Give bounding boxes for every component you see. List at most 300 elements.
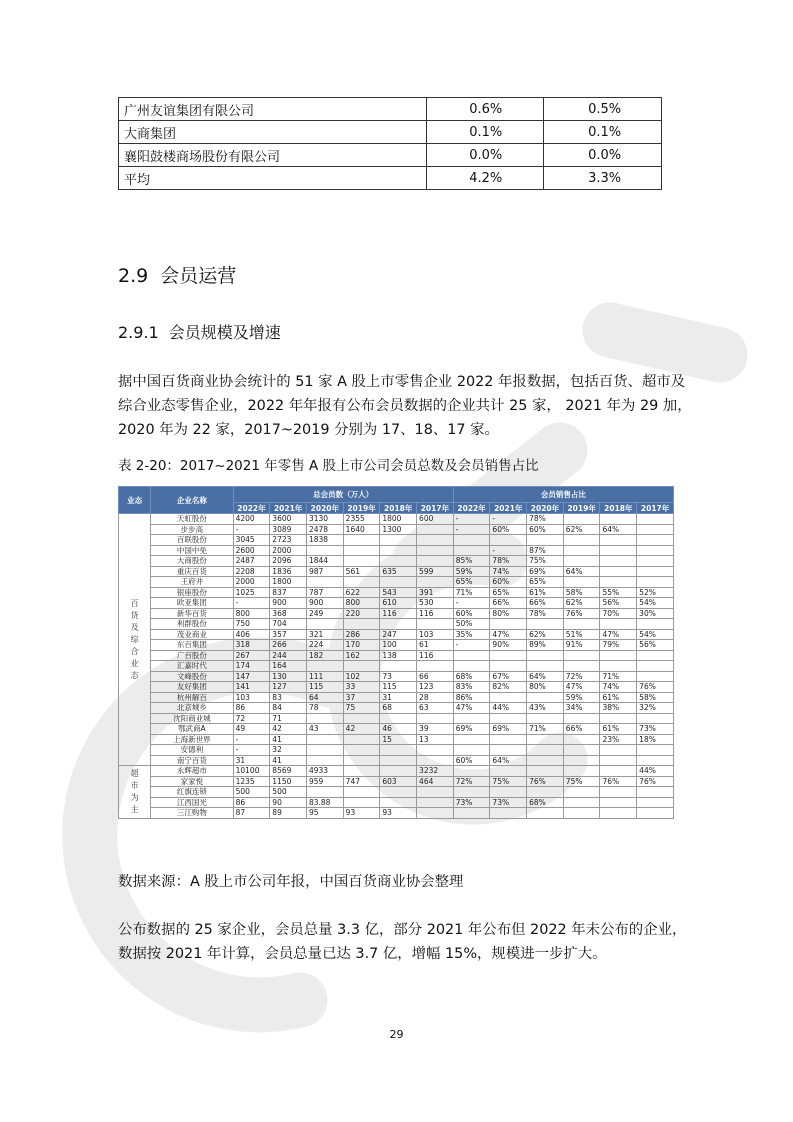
data-source-note: 数据来源：A 股上市公司年报，中国百货商业协会整理 xyxy=(118,874,464,890)
sales-share-cell xyxy=(453,661,490,672)
table-row xyxy=(119,724,674,735)
member-total-cell: 837 xyxy=(270,587,307,598)
member-total-cell: 8569 xyxy=(270,766,307,777)
sales-share-cell xyxy=(527,713,564,724)
member-total-cell xyxy=(417,661,454,672)
sales-share-cell: 61% xyxy=(527,587,564,598)
member-total-cell xyxy=(343,661,380,672)
member-total-cell: 249 xyxy=(306,608,343,619)
sales-share-cell: 58% xyxy=(637,692,674,703)
member-total-cell: 103 xyxy=(417,629,454,640)
sales-share-cell: 72% xyxy=(563,671,600,682)
member-total-cell: 37 xyxy=(343,692,380,703)
member-total-cell: 3130 xyxy=(306,514,343,525)
value-cell: 3.3% xyxy=(544,167,662,190)
sales-share-cell xyxy=(637,514,674,525)
member-total-cell: 464 xyxy=(417,776,454,787)
sales-share-cell xyxy=(563,808,600,819)
member-total-cell: 46 xyxy=(380,724,417,735)
member-total-cell: 123 xyxy=(417,682,454,693)
sales-share-cell: 54% xyxy=(637,598,674,609)
sales-share-cell xyxy=(563,755,600,766)
sales-share-cell xyxy=(637,661,674,672)
company-name-cell: 襄阳鼓楼商场股份有限公司 xyxy=(119,144,427,167)
sales-share-cell: 23% xyxy=(600,734,637,745)
member-total-cell: 247 xyxy=(380,629,417,640)
member-total-cell: 2000 xyxy=(270,545,307,556)
sales-share-cell: 90% xyxy=(490,640,527,651)
sales-share-cell xyxy=(600,566,637,577)
company-name-cell: 三江购物 xyxy=(151,808,233,819)
sales-share-cell: - xyxy=(453,598,490,609)
member-total-cell: 4200 xyxy=(233,514,270,525)
member-total-cell: 93 xyxy=(343,808,380,819)
table-row xyxy=(119,640,674,651)
sales-share-cell: 64% xyxy=(527,671,564,682)
sales-share-cell xyxy=(600,745,637,756)
table-row xyxy=(119,619,674,630)
member-total-cell xyxy=(343,787,380,798)
sales-share-cell xyxy=(637,671,674,682)
sales-share-cell xyxy=(563,713,600,724)
table-row xyxy=(119,808,674,819)
member-total-cell: 141 xyxy=(233,682,270,693)
member-total-cell: 1836 xyxy=(270,566,307,577)
sales-share-cell: - xyxy=(490,545,527,556)
value-cell: 0.1% xyxy=(427,121,544,144)
member-total-cell: 286 xyxy=(343,629,380,640)
sales-share-cell: 69% xyxy=(527,566,564,577)
member-total-cell xyxy=(417,745,454,756)
sales-share-cell xyxy=(563,787,600,798)
year-header: 2020年 xyxy=(527,503,564,514)
table-row xyxy=(119,598,674,609)
sales-share-cell xyxy=(490,808,527,819)
table-row xyxy=(119,703,674,714)
sales-share-cell: 76% xyxy=(637,682,674,693)
table-row xyxy=(119,545,674,556)
member-total-cell xyxy=(306,619,343,630)
member-total-cell: 41 xyxy=(270,734,307,745)
company-name-cell: 天虹股份 xyxy=(151,514,233,525)
member-total-cell: 500 xyxy=(270,787,307,798)
sales-share-cell xyxy=(453,535,490,546)
sales-share-cell xyxy=(563,619,600,630)
sales-share-cell: 86% xyxy=(453,692,490,703)
member-total-cell: 3089 xyxy=(270,524,307,535)
company-name-cell: 上海新世界 xyxy=(151,734,233,745)
sales-share-cell xyxy=(563,545,600,556)
member-total-cell: 1235 xyxy=(233,776,270,787)
company-name-cell: 北京城乡 xyxy=(151,703,233,714)
sales-share-cell xyxy=(527,650,564,661)
sales-share-cell: 44% xyxy=(490,703,527,714)
sales-share-cell: 66% xyxy=(563,724,600,735)
sales-share-cell: 87% xyxy=(527,545,564,556)
sales-share-cell: 56% xyxy=(600,598,637,609)
member-total-cell: 1800 xyxy=(380,514,417,525)
sales-share-cell: 89% xyxy=(527,640,564,651)
sales-share-cell xyxy=(637,556,674,567)
year-header: 2019年 xyxy=(563,503,600,514)
member-total-cell: 103 xyxy=(233,692,270,703)
member-total-cell xyxy=(380,766,417,777)
sales-share-cell: 47% xyxy=(490,629,527,640)
company-name-cell: 友好集团 xyxy=(151,682,233,693)
company-name-cell: 鄂武商A xyxy=(151,724,233,735)
company-name-cell: 王府井 xyxy=(151,577,233,588)
sales-share-cell: 83% xyxy=(453,682,490,693)
sales-share-cell: 69% xyxy=(490,724,527,735)
member-total-cell: 102 xyxy=(343,671,380,682)
sales-share-cell xyxy=(453,745,490,756)
sales-share-cell xyxy=(563,797,600,808)
sales-share-cell xyxy=(527,745,564,756)
member-total-cell: 244 xyxy=(270,650,307,661)
member-total-cell xyxy=(343,713,380,724)
member-total-cell: 31 xyxy=(233,755,270,766)
sales-share-cell: - xyxy=(453,524,490,535)
year-header: 2020年 xyxy=(306,503,343,514)
company-name-cell: 新华百货 xyxy=(151,608,233,619)
member-total-cell xyxy=(380,661,417,672)
member-total-cell: 49 xyxy=(233,724,270,735)
member-total-cell: 2487 xyxy=(233,556,270,567)
member-total-cell xyxy=(417,808,454,819)
value-cell: 0.1% xyxy=(544,121,662,144)
sales-share-cell xyxy=(637,808,674,819)
sales-share-cell xyxy=(527,755,564,766)
sales-share-cell: 76% xyxy=(563,608,600,619)
member-total-cell: 543 xyxy=(380,587,417,598)
sales-share-cell: 80% xyxy=(527,682,564,693)
sales-share-cell: 38% xyxy=(600,703,637,714)
sales-share-cell xyxy=(637,713,674,724)
sales-share-cell: 73% xyxy=(453,797,490,808)
sales-share-cell xyxy=(453,713,490,724)
sales-share-cell: 82% xyxy=(490,682,527,693)
member-total-cell xyxy=(380,619,417,630)
member-total-cell: 78 xyxy=(306,703,343,714)
table-row xyxy=(119,713,674,724)
member-total-cell: 561 xyxy=(343,566,380,577)
table-row xyxy=(119,766,674,777)
table-row xyxy=(119,661,674,672)
sales-share-cell: - xyxy=(453,640,490,651)
sales-share-cell xyxy=(637,650,674,661)
sales-share-cell xyxy=(637,577,674,588)
sales-share-cell xyxy=(563,514,600,525)
member-total-cell: 116 xyxy=(417,650,454,661)
sales-share-cell: 43% xyxy=(527,703,564,714)
sales-share-cell: 78% xyxy=(527,514,564,525)
sales-share-cell: 35% xyxy=(453,629,490,640)
sales-share-cell xyxy=(600,766,637,777)
table-row xyxy=(119,745,674,756)
sales-share-cell xyxy=(453,766,490,777)
member-total-cell xyxy=(417,535,454,546)
member-total-cell: 147 xyxy=(233,671,270,682)
member-total-cell xyxy=(343,619,380,630)
member-total-cell xyxy=(306,787,343,798)
table-row xyxy=(119,167,662,190)
member-total-cell: 1844 xyxy=(306,556,343,567)
member-total-cell: 86 xyxy=(233,703,270,714)
table-row xyxy=(119,144,662,167)
member-total-cell: 747 xyxy=(343,776,380,787)
member-total-cell xyxy=(380,787,417,798)
sales-share-cell: 73% xyxy=(637,724,674,735)
sales-share-cell xyxy=(490,766,527,777)
table-row xyxy=(119,535,674,546)
member-total-cell: 115 xyxy=(380,682,417,693)
company-name-cell: 广百股份 xyxy=(151,650,233,661)
member-total-cell xyxy=(343,577,380,588)
sales-share-cell xyxy=(637,797,674,808)
sales-share-cell: 62% xyxy=(563,524,600,535)
year-header: 2021年 xyxy=(270,503,307,514)
sales-share-cell: 61% xyxy=(600,724,637,735)
sales-share-cell xyxy=(527,808,564,819)
member-total-cell xyxy=(417,524,454,535)
member-total-cell xyxy=(343,755,380,766)
sales-share-cell: 62% xyxy=(527,629,564,640)
sales-share-cell xyxy=(527,766,564,777)
sales-share-cell xyxy=(600,808,637,819)
member-total-cell: 43 xyxy=(306,724,343,735)
sales-share-cell: 60% xyxy=(490,577,527,588)
table-row xyxy=(119,650,674,661)
sales-share-cell: 66% xyxy=(490,598,527,609)
sales-share-cell xyxy=(490,535,527,546)
member-total-cell xyxy=(343,734,380,745)
member-total-cell: 900 xyxy=(270,598,307,609)
member-total-cell: 130 xyxy=(270,671,307,682)
member-total-cell xyxy=(343,556,380,567)
sales-share-cell xyxy=(600,713,637,724)
section-number: 2.9 xyxy=(118,265,149,287)
member-total-cell: 170 xyxy=(343,640,380,651)
table-row xyxy=(119,121,662,144)
sales-share-cell: 85% xyxy=(453,556,490,567)
sales-share-cell xyxy=(453,787,490,798)
member-total-cell: 704 xyxy=(270,619,307,630)
member-total-cell xyxy=(306,577,343,588)
sales-share-cell: 79% xyxy=(600,640,637,651)
member-total-cell: 71 xyxy=(270,713,307,724)
member-total-cell: 164 xyxy=(270,661,307,672)
sales-share-cell xyxy=(563,577,600,588)
member-total-cell: 116 xyxy=(380,608,417,619)
table-row xyxy=(119,682,674,693)
table-row xyxy=(119,797,674,808)
member-total-cell xyxy=(380,545,417,556)
subsection-heading xyxy=(118,320,281,343)
member-total-cell: 127 xyxy=(270,682,307,693)
sales-share-cell xyxy=(600,545,637,556)
member-total-cell: 959 xyxy=(306,776,343,787)
sales-share-cell xyxy=(490,734,527,745)
company-name-cell: 利群股份 xyxy=(151,619,233,630)
member-total-cell: 599 xyxy=(417,566,454,577)
member-total-cell: 83 xyxy=(270,692,307,703)
company-name-cell: 杭州解百 xyxy=(151,692,233,703)
member-total-cell: 138 xyxy=(380,650,417,661)
company-name-cell: 广州友谊集团有限公司 xyxy=(119,98,427,121)
table-caption: 表 2-20：2017~2021 年零售 A 股上市公司会员总数及会员销售占比 xyxy=(118,458,539,474)
table-row xyxy=(119,776,674,787)
member-total-cell xyxy=(417,619,454,630)
year-header: 2017年 xyxy=(637,503,674,514)
sales-share-cell xyxy=(490,692,527,703)
member-total-cell: 2355 xyxy=(343,514,380,525)
member-total-cell: 72 xyxy=(233,713,270,724)
member-total-cell: 1300 xyxy=(380,524,417,535)
page-number: 29 xyxy=(389,1028,404,1041)
sales-share-cell: 71% xyxy=(453,587,490,598)
sales-share-cell: 59% xyxy=(453,566,490,577)
member-total-cell xyxy=(343,545,380,556)
member-total-cell: 93 xyxy=(380,808,417,819)
value-cell: 0.0% xyxy=(427,144,544,167)
sales-share-cell xyxy=(490,650,527,661)
member-total-cell: 66 xyxy=(417,671,454,682)
sales-share-cell xyxy=(600,535,637,546)
sales-share-cell: 67% xyxy=(490,671,527,682)
member-total-cell: 90 xyxy=(270,797,307,808)
table-row xyxy=(119,629,674,640)
member-total-cell: 2723 xyxy=(270,535,307,546)
sales-share-cell xyxy=(453,808,490,819)
sales-share-cell xyxy=(600,787,637,798)
member-total-cell xyxy=(417,755,454,766)
member-total-cell xyxy=(306,713,343,724)
member-total-cell: 2208 xyxy=(233,566,270,577)
sales-share-cell xyxy=(637,755,674,766)
sales-share-cell: 44% xyxy=(637,766,674,777)
sales-share-cell: 64% xyxy=(563,566,600,577)
member-total-cell: 2600 xyxy=(233,545,270,556)
sales-share-cell xyxy=(563,650,600,661)
value-cell: 4.2% xyxy=(427,167,544,190)
sales-share-cell xyxy=(637,545,674,556)
member-total-cell: 800 xyxy=(343,598,380,609)
sales-share-cell: 54% xyxy=(637,629,674,640)
company-name-cell: 平均 xyxy=(119,167,427,190)
member-total-cell: 86 xyxy=(233,797,270,808)
sales-share-cell xyxy=(600,650,637,661)
member-total-cell: 61 xyxy=(417,640,454,651)
company-name-cell: 家家悦 xyxy=(151,776,233,787)
year-header: 2021年 xyxy=(490,503,527,514)
member-total-cell: 266 xyxy=(270,640,307,651)
intro-paragraph: 据中国百货商业协会统计的 51 家 A 股上市零售企业 2022 年报数据，包括百货、超市及综合业态零售企业，2022 年年报有公布会员数据的企业共计 25 家， 2021 年为 29 加，2020 年为 22 家，2017~2019 分别为 17、18、17 家。 xyxy=(118,374,692,438)
member-total-cell: 39 xyxy=(417,724,454,735)
member-total-cell xyxy=(380,577,417,588)
sales-share-cell: 65% xyxy=(453,577,490,588)
member-total-cell: 41 xyxy=(270,755,307,766)
member-total-cell: 111 xyxy=(306,671,343,682)
section-heading xyxy=(118,261,236,288)
member-total-cell: 174 xyxy=(233,661,270,672)
year-header: 2022年 xyxy=(453,503,490,514)
year-header: 2022年 xyxy=(233,503,270,514)
sales-share-cell: 61% xyxy=(600,692,637,703)
sales-share-cell: 70% xyxy=(600,608,637,619)
table-row xyxy=(119,608,674,619)
sales-share-cell xyxy=(600,577,637,588)
member-total-cell: - xyxy=(233,745,270,756)
company-name-cell: 欧亚集团 xyxy=(151,598,233,609)
member-total-cell: 42 xyxy=(343,724,380,735)
table-row xyxy=(119,671,674,682)
header-category: 业态 xyxy=(119,487,151,514)
member-total-cell xyxy=(417,556,454,567)
member-total-cell xyxy=(380,556,417,567)
sales-share-cell: 60% xyxy=(453,608,490,619)
member-total-cell xyxy=(306,734,343,745)
sales-share-cell xyxy=(490,619,527,630)
category-cell: 超市为主 xyxy=(119,766,151,819)
member-total-cell: 987 xyxy=(306,566,343,577)
sales-share-cell xyxy=(453,734,490,745)
member-total-cell: 3232 xyxy=(417,766,454,777)
sales-share-cell: 78% xyxy=(490,556,527,567)
member-total-cell: 787 xyxy=(306,587,343,598)
company-name-cell: 永辉超市 xyxy=(151,766,233,777)
sales-share-cell: 32% xyxy=(637,703,674,714)
year-header: 2018年 xyxy=(380,503,417,514)
company-name-cell: 大商集团 xyxy=(119,121,427,144)
table-row xyxy=(119,514,674,525)
table-row xyxy=(119,587,674,598)
member-total-cell xyxy=(380,535,417,546)
member-total-cell: 64 xyxy=(306,692,343,703)
sales-share-cell: 71% xyxy=(600,671,637,682)
sales-share-cell: 60% xyxy=(490,524,527,535)
table-row xyxy=(119,692,674,703)
sales-share-cell xyxy=(453,545,490,556)
member-total-cell: 2096 xyxy=(270,556,307,567)
member-total-cell: 63 xyxy=(417,703,454,714)
company-name-cell: 茂业商业 xyxy=(151,629,233,640)
sales-share-cell xyxy=(563,535,600,546)
sales-share-cell xyxy=(527,787,564,798)
company-name-cell: 沈阳商业城 xyxy=(151,713,233,724)
member-total-cell: 321 xyxy=(306,629,343,640)
member-total-cell: 220 xyxy=(343,608,380,619)
sales-share-cell xyxy=(637,566,674,577)
sales-share-cell: 51% xyxy=(563,629,600,640)
table-row xyxy=(119,734,674,745)
member-total-cell xyxy=(306,545,343,556)
sales-share-cell xyxy=(637,745,674,756)
sales-share-cell: 47% xyxy=(600,629,637,640)
sales-share-cell: 75% xyxy=(490,776,527,787)
year-header: 2018年 xyxy=(600,503,637,514)
sales-share-cell: 73% xyxy=(490,797,527,808)
table-row xyxy=(119,787,674,798)
company-name-cell: 文峰股份 xyxy=(151,671,233,682)
sales-share-cell: 75% xyxy=(563,776,600,787)
member-total-cell: 13 xyxy=(417,734,454,745)
table-row xyxy=(119,556,674,567)
sales-share-cell: 71% xyxy=(527,724,564,735)
sales-share-cell: 65% xyxy=(490,587,527,598)
table-row xyxy=(119,755,674,766)
member-total-cell: 391 xyxy=(417,587,454,598)
member-total-cell: 622 xyxy=(343,587,380,598)
